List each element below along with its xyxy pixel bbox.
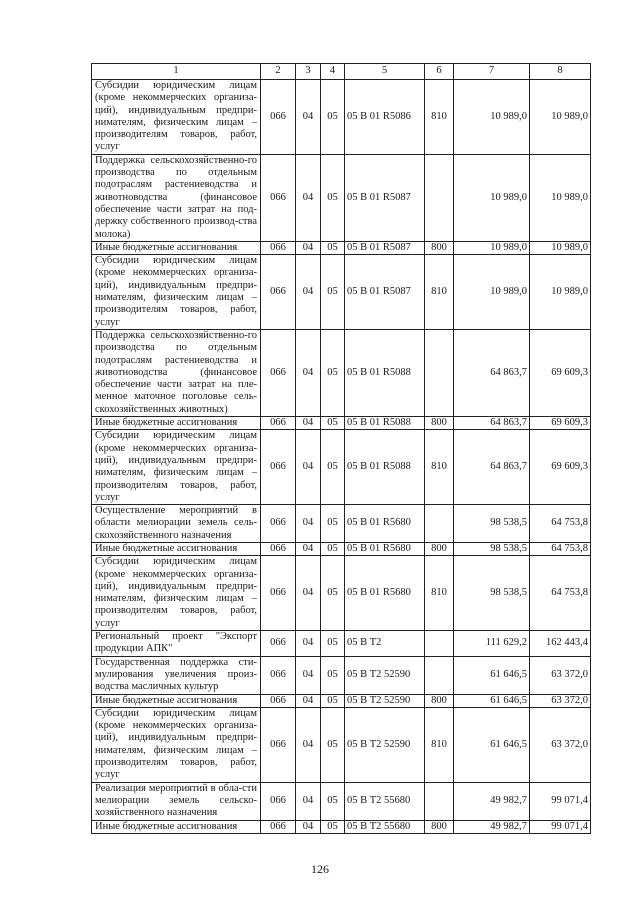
row-ministry-code: 066	[261, 782, 296, 820]
row-expense-type	[425, 656, 454, 694]
row-name: Субсидии юридическим лицам (кроме некоммерческих организа-ций), индивидуальным предпри-нимателям, физическим лицам – производителям товаров, работ, услуг	[92, 430, 261, 505]
table-row	[92, 430, 591, 505]
header-col-7: 7	[454, 64, 530, 80]
row-expense-type: 800	[425, 820, 454, 833]
row-section-code: 04	[296, 782, 321, 820]
row-ministry-code: 066	[261, 241, 296, 254]
row-amount-year1: 10 989,0	[454, 241, 530, 254]
table-row	[92, 329, 591, 416]
row-ministry-code: 066	[261, 430, 296, 505]
row-section-code: 04	[296, 542, 321, 555]
row-amount-year2: 10 989,0	[530, 255, 591, 330]
row-target-article: 05 В 01 R5680	[345, 505, 425, 543]
row-ministry-code: 066	[261, 505, 296, 543]
header-col-1: 1	[92, 64, 261, 80]
row-amount-year2: 99 071,4	[530, 782, 591, 820]
row-subsection-code: 05	[321, 542, 345, 555]
row-subsection-code: 05	[321, 631, 345, 657]
row-name: Субсидии юридическим лицам (кроме некоммерческих организа-ций), индивидуальным предпри-нимателям, физическим лицам – производителям товаров, работ, услуг	[92, 80, 261, 155]
row-name: Государственная поддержка сти-мулирования увеличения произ-водства масличных культур	[92, 656, 261, 694]
table-row	[92, 542, 591, 555]
row-subsection-code: 05	[321, 656, 345, 694]
table-row	[92, 417, 591, 430]
row-target-article: 05 В Т2 52590	[345, 694, 425, 707]
row-amount-year1: 98 538,5	[454, 542, 530, 555]
row-target-article: 05 В Т2 52590	[345, 707, 425, 782]
row-amount-year1: 111 629,2	[454, 631, 530, 657]
row-ministry-code: 066	[261, 820, 296, 833]
row-amount-year1: 64 863,7	[454, 329, 530, 416]
row-section-code: 04	[296, 329, 321, 416]
row-target-article: 05 В 01 R5087	[345, 255, 425, 330]
row-name: Региональный проект "Экспорт продукции АПК"	[92, 631, 261, 657]
row-target-article: 05 В 01 R5088	[345, 417, 425, 430]
row-name: Реализация мероприятий в обла-сти мелиорации земель сельско-хозяйственного назначения	[92, 782, 261, 820]
row-name: Субсидии юридическим лицам (кроме некоммерческих организа-ций), индивидуальным предпри-нимателям, физическим лицам – производителям товаров, работ, услуг	[92, 255, 261, 330]
row-subsection-code: 05	[321, 255, 345, 330]
row-expense-type	[425, 782, 454, 820]
row-expense-type	[425, 505, 454, 543]
row-target-article: 05 В 01 R5086	[345, 80, 425, 155]
row-ministry-code: 066	[261, 154, 296, 241]
row-amount-year2: 10 989,0	[530, 154, 591, 241]
row-section-code: 04	[296, 417, 321, 430]
row-target-article: 05 В 01 R5680	[345, 542, 425, 555]
row-expense-type: 810	[425, 556, 454, 631]
row-amount-year1: 61 646,5	[454, 694, 530, 707]
row-amount-year2: 69 609,3	[530, 417, 591, 430]
row-name: Осуществление мероприятий в области мелиорации земель сель-скохозяйственного назначения	[92, 505, 261, 543]
row-section-code: 04	[296, 154, 321, 241]
row-subsection-code: 05	[321, 782, 345, 820]
header-col-2: 2	[261, 64, 296, 80]
header-col-3: 3	[296, 64, 321, 80]
table-row	[92, 631, 591, 657]
table-row	[92, 782, 591, 820]
row-amount-year1: 10 989,0	[454, 80, 530, 155]
row-subsection-code: 05	[321, 417, 345, 430]
table-row	[92, 80, 591, 155]
row-name: Иные бюджетные ассигнования	[92, 694, 261, 707]
row-expense-type: 810	[425, 430, 454, 505]
row-name: Поддержка сельскохозяйственно-го производства по отдельным подотраслям растениеводства и животноводства (финансовое обеспечение части затрат на под-держку собственного производ-ства молока)	[92, 154, 261, 241]
row-amount-year2: 69 609,3	[530, 430, 591, 505]
row-amount-year1: 10 989,0	[454, 255, 530, 330]
row-ministry-code: 066	[261, 656, 296, 694]
row-ministry-code: 066	[261, 694, 296, 707]
row-expense-type: 810	[425, 707, 454, 782]
row-amount-year1: 64 863,7	[454, 430, 530, 505]
row-expense-type: 800	[425, 694, 454, 707]
row-section-code: 04	[296, 430, 321, 505]
row-ministry-code: 066	[261, 255, 296, 330]
row-name: Иные бюджетные ассигнования	[92, 417, 261, 430]
row-name: Субсидии юридическим лицам (кроме некоммерческих организа-ций), индивидуальным предпри-нимателям, физическим лицам – производителям товаров, работ, услуг	[92, 556, 261, 631]
table-row	[92, 505, 591, 543]
table-row	[92, 556, 591, 631]
row-amount-year2: 10 989,0	[530, 241, 591, 254]
row-expense-type	[425, 154, 454, 241]
table-header-row	[92, 64, 591, 80]
row-name: Иные бюджетные ассигнования	[92, 542, 261, 555]
table-row	[92, 255, 591, 330]
header-col-8: 8	[530, 64, 591, 80]
budget-table	[91, 63, 591, 834]
row-amount-year2: 63 372,0	[530, 707, 591, 782]
row-section-code: 04	[296, 707, 321, 782]
row-subsection-code: 05	[321, 80, 345, 155]
row-target-article: 05 В Т2	[345, 631, 425, 657]
row-amount-year2: 99 071,4	[530, 820, 591, 833]
row-subsection-code: 05	[321, 329, 345, 416]
row-subsection-code: 05	[321, 694, 345, 707]
row-expense-type: 810	[425, 80, 454, 155]
row-subsection-code: 05	[321, 154, 345, 241]
row-section-code: 04	[296, 241, 321, 254]
row-amount-year2: 63 372,0	[530, 656, 591, 694]
row-section-code: 04	[296, 556, 321, 631]
table-row	[92, 154, 591, 241]
row-ministry-code: 066	[261, 556, 296, 631]
row-section-code: 04	[296, 255, 321, 330]
row-ministry-code: 066	[261, 329, 296, 416]
row-amount-year1: 10 989,0	[454, 154, 530, 241]
row-subsection-code: 05	[321, 505, 345, 543]
row-ministry-code: 066	[261, 417, 296, 430]
row-target-article: 05 В 01 R5088	[345, 329, 425, 416]
row-section-code: 04	[296, 631, 321, 657]
row-amount-year2: 10 989,0	[530, 80, 591, 155]
row-amount-year2: 64 753,8	[530, 542, 591, 555]
row-subsection-code: 05	[321, 430, 345, 505]
row-ministry-code: 066	[261, 542, 296, 555]
row-ministry-code: 066	[261, 80, 296, 155]
row-name: Иные бюджетные ассигнования	[92, 241, 261, 254]
row-expense-type: 810	[425, 255, 454, 330]
row-amount-year1: 61 646,5	[454, 656, 530, 694]
header-col-5: 5	[345, 64, 425, 80]
row-expense-type: 800	[425, 542, 454, 555]
row-amount-year2: 64 753,8	[530, 505, 591, 543]
row-target-article: 05 В Т2 55680	[345, 782, 425, 820]
row-ministry-code: 066	[261, 707, 296, 782]
row-name: Субсидии юридическим лицам (кроме некоммерческих организа-ций), индивидуальным предпри-нимателям, физическим лицам – производителям товаров, работ, услуг	[92, 707, 261, 782]
row-name: Иные бюджетные ассигнования	[92, 820, 261, 833]
row-amount-year1: 49 982,7	[454, 820, 530, 833]
row-expense-type: 800	[425, 241, 454, 254]
row-subsection-code: 05	[321, 707, 345, 782]
row-target-article: 05 В 01 R5087	[345, 241, 425, 254]
row-section-code: 04	[296, 694, 321, 707]
row-amount-year2: 69 609,3	[530, 329, 591, 416]
row-target-article: 05 В 01 R5680	[345, 556, 425, 631]
row-section-code: 04	[296, 656, 321, 694]
row-amount-year1: 49 982,7	[454, 782, 530, 820]
row-expense-type: 800	[425, 417, 454, 430]
row-expense-type	[425, 329, 454, 416]
header-col-4: 4	[321, 64, 345, 80]
row-section-code: 04	[296, 820, 321, 833]
table-row	[92, 241, 591, 254]
row-subsection-code: 05	[321, 241, 345, 254]
row-ministry-code: 066	[261, 631, 296, 657]
row-target-article: 05 В Т2 55680	[345, 820, 425, 833]
row-subsection-code: 05	[321, 556, 345, 631]
row-amount-year2: 63 372,0	[530, 694, 591, 707]
row-amount-year1: 98 538,5	[454, 556, 530, 631]
row-section-code: 04	[296, 80, 321, 155]
row-amount-year1: 64 863,7	[454, 417, 530, 430]
table-row	[92, 820, 591, 833]
page-number: 126	[311, 862, 329, 876]
row-target-article: 05 В 01 R5088	[345, 430, 425, 505]
row-subsection-code: 05	[321, 820, 345, 833]
row-expense-type	[425, 631, 454, 657]
row-amount-year1: 61 646,5	[454, 707, 530, 782]
table-body	[92, 64, 591, 834]
row-name: Поддержка сельскохозяйственно-го производства по отдельным подотраслям растениеводства и животноводства (финансовое обеспечение части затрат на пле-менное маточное поголовье сель-скохозяйственных животных)	[92, 329, 261, 416]
row-amount-year2: 64 753,8	[530, 556, 591, 631]
table-row	[92, 656, 591, 694]
row-section-code: 04	[296, 505, 321, 543]
row-target-article: 05 В Т2 52590	[345, 656, 425, 694]
row-amount-year1: 98 538,5	[454, 505, 530, 543]
row-amount-year2: 162 443,4	[530, 631, 591, 657]
header-col-6: 6	[425, 64, 454, 80]
table-row	[92, 694, 591, 707]
row-target-article: 05 В 01 R5087	[345, 154, 425, 241]
table-row	[92, 707, 591, 782]
